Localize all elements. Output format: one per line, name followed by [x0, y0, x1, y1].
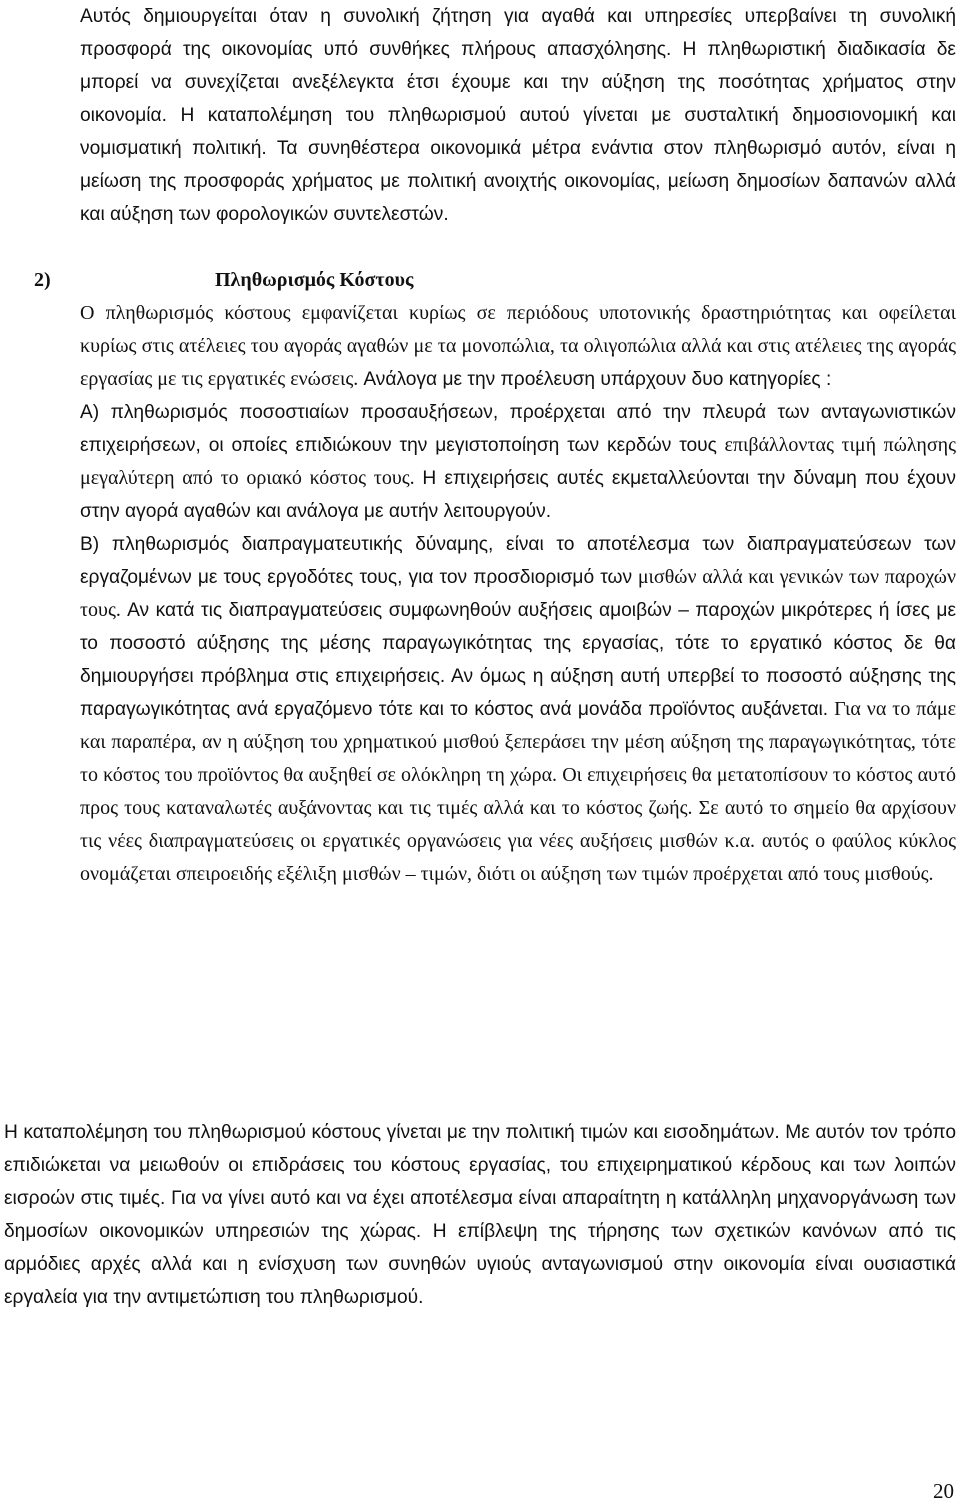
- type-a-pricing: επιβάλλοντας τιμή πώλησης μεγαλύτερη από το οριακό κόστος τους.: [80, 434, 957, 489]
- type-a-power: Η επιχειρήσεις αυτές εκμεταλλεύονται την δύναμη που έχουν στην αγορά αγαθών και ανάλογα με αυτήν λειτουργούν.: [80, 468, 957, 522]
- type-b-negotiation: Αν κατά τις διαπραγματεύσεις συμφωνηθούν αυξήσεις αμοιβών – παροχών μικρότερες ή ίσες με το ποσοστό αύξησης της μέσης παραγωγικότητας της εργασίας, τότε το εργατικό κόστος δε θα δημιουργήσει πρόβλημα στις επιχειρήσεις. Αν όμως η αύξηση αυτή υπερβεί το ποσοστό αύξησης της παραγωγικότητας ανά εργαζόμενο τότε και το κόστος ανά μονάδα προϊόντος αυξάνεται.: [80, 600, 957, 720]
- type-a-text: Α) πληθωρισμός ποσοστιαίων προσαυξήσεων, προέρχεται από την πλευρά των ανταγωνιστικών επιχειρήσεων, οι οποίες επιδιώκουν την μεγιστοποίηση των κερδών τους: [80, 402, 956, 456]
- page-number: 20: [933, 1479, 954, 1503]
- cost-inflation-categories: Ανάλογα με την προέλευση υπάρχουν δυο κατηγορίες :: [363, 369, 832, 390]
- section-number: 2): [34, 269, 51, 291]
- cost-inflation-intro: Ο πληθωρισμός κόστους εμφανίζεται κυρίως σε περιόδους υποτονικής δραστηριότητας και οφείλεται κυρίως στις ατέλειες του αγοράς αγαθών με τα μονοπώλια, τα ολιγοπώλια αλλά και στις ατέλειες της αγοράς εργασίας με τις εργατικές ενώσεις.: [80, 302, 956, 390]
- paragraph-cost-inflation-remedy: [4, 1116, 956, 1314]
- type-b-text: Β) πληθωρισμός διαπραγματευτικής δύναμης, είναι το αποτέλεσμα των διαπραγματεύσεων των εργαζομένων με τους εργοδότες τους, για τον προσδιορισμό των: [80, 534, 956, 588]
- paragraph-demand-inflation: [80, 0, 956, 231]
- paragraph-cost-inflation: [80, 297, 956, 891]
- remedy-text: Η καταπολέμηση του πληθωρισμού κόστους γίνεται με την πολιτική τιμών και εισοδημάτων. Με αυτόν τον τρόπο επιδιώκεται να μειωθούν οι επιδράσεις του κόστους εργασίας, του επιχειρηματικού κέρδους και των λοιπών εισροών στις τιμές. Για να γίνει αυτό και να έχει αποτέλεσμα είναι απαραίτητη η κατάλληλη μηχανοργάνωση των δημοσίων οικονομικών υπηρεσιών της χώρας. Η επίβλεψη της τήρησης των σχετικών κανόνων από τις αρμόδιες αρχές αλλά και η ενίσχυση των συνηθών υγιούς ανταγωνισμού στην οικονομία είναι ουσιαστικά εργαλεία για την αντιμετώπιση του πληθωρισμού.: [4, 1122, 956, 1308]
- type-b-wages: μισθών αλλά και γενικών των παροχών τους.: [80, 566, 957, 621]
- section-heading: Πληθωρισμός Κόστους: [215, 269, 414, 291]
- type-b-spiral: Για να το πάμε και παραπέρα, αν η αύξηση του χρηματικού μισθού ξεπεράσει την μέση αύξηση της παραγωγικότητας, τότε το κόστος του προϊόντος θα αυξηθεί σε ολόκληρη τη χώρα. Οι επιχειρήσεις θα μετατοπίσουν το κόστος αυτό προς τους καταναλωτές αυξάνοντας και τις τιμές αλλά και το κόστος ζωής. Σε αυτό το σημείο θα αρχίσουν τις νέες διαπραγματεύσεις οι εργατικές οργανώσεις για νέες αυξήσεις μισθών κ.α. αυτός ο φαύλος κύκλος ονομάζεται σπειροειδής εξέλιξη μισθών – τιμών, διότι οι αύξηση των τιμών προέρχεται από τους μισθούς.: [80, 698, 956, 885]
- demand-inflation-text: Αυτός δημιουργείται όταν η συνολική ζήτηση για αγαθά και υπηρεσίες υπερβαίνει τη συνολική προσφορά της οικονομίας υπό συνθήκες πλήρους απασχόλησης. Η πληθωριστική διαδικασία δε μπορεί να συνεχίζεται ανεξέλεγκτα έτσι έχουμε και την αύξηση της ποσότητας χρήματος στην οικονομία. Η καταπολέμηση του πληθωρισμού αυτού γίνεται με συσταλτική δημοσιονομική και νομισματική πολιτική. Τα συνηθέστερα οικονομικά μέτρα ενάντια στον πληθωρισμό αυτόν, είναι η μείωση της προσφοράς χρήματος με πολιτική ανοιχτής οικονομίας, μείωση δημοσίων δαπανών αλλά και αύξηση των φορολογικών συντελεστών.: [80, 6, 956, 225]
